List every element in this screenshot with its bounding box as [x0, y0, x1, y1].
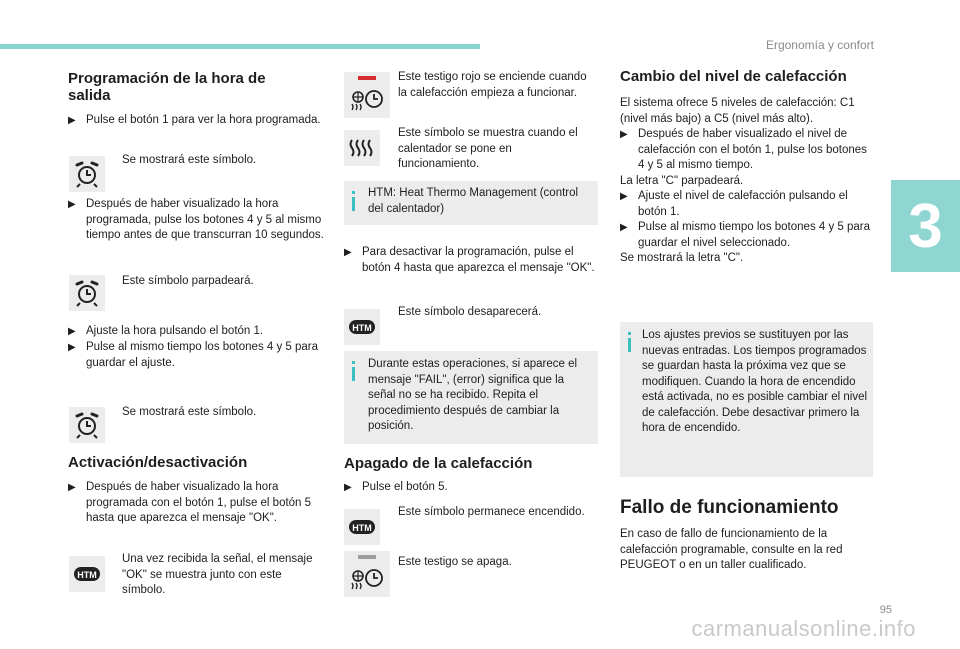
alarm-clock-icon: [69, 156, 105, 192]
level-show-note: Se mostrará la letra "C".: [620, 252, 744, 264]
symbol-description: Este símbolo parpadeará.: [122, 275, 254, 287]
watermark: carmanualsonline.info: [691, 616, 916, 641]
header-accent-bar: [0, 44, 480, 49]
step-item: ▶ Pulse el botón 5.: [344, 480, 598, 496]
section-title-fault: Fallo de funcionamiento: [620, 497, 839, 518]
bullet-arrow-icon: ▶: [68, 482, 76, 493]
section-title-level: Cambio del nivel de calefacción: [620, 68, 847, 85]
step-item: ▶ Pulse al mismo tiempo los botones 4 y 5 para guardar el ajuste.: [68, 341, 319, 369]
bullet-arrow-icon: ▶: [68, 326, 76, 337]
step-item: ▶ Después de haber visualizado el nivel de calefacción con el botón 1, pulse los botones 4 y 5 al mismo tiempo.: [620, 128, 867, 171]
step-item: ▶ Para desactivar la programación, pulse el botón 4 hasta que aparezca el mensaje "OK".: [344, 246, 595, 274]
section-title-heater-off: Apagado de la calefacción: [344, 455, 533, 472]
symbol-description: Una vez recibida la señal, el mensaje "OK" se muestra junto con este símbolo.: [122, 553, 313, 596]
section-title-programming: Programación de la hora de salida: [68, 70, 266, 104]
step-item: ▶ Ajuste la hora pulsando el botón 1.: [68, 324, 324, 340]
bullet-arrow-icon: ▶: [344, 247, 352, 258]
symbol-description: Este testigo se apaga.: [398, 556, 512, 568]
info-icon: [628, 332, 631, 352]
bullet-arrow-icon: ▶: [68, 115, 76, 126]
fault-text: En caso de fallo de funcionamiento de la calefacción programable, consulte en la red PEUGEOT o en un taller cualificado.: [620, 528, 843, 571]
bullet-arrow-icon: ▶: [68, 342, 76, 353]
chapter-tab: 3: [891, 180, 960, 272]
step-item: ▶ Pulse el botón 1 para ver la hora programada.: [68, 113, 324, 129]
symbol-description: Se mostrará este símbolo.: [122, 406, 257, 418]
bullet-arrow-icon: ▶: [68, 199, 76, 210]
symbol-description: Se mostrará este símbolo.: [122, 154, 257, 166]
htm-badge-label: HTM: [77, 570, 97, 580]
bullet-arrow-icon: ▶: [620, 191, 628, 202]
heater-timer-icon: [344, 551, 390, 597]
symbol-description: Este símbolo se muestra cuando el calentador se pone en funcionamiento.: [398, 127, 578, 170]
alarm-clock-icon: [69, 275, 105, 311]
page-number: 95: [879, 604, 892, 616]
step-item: ▶ Después de haber visualizado la hora programada, pulse los botones 4 y 5 al mismo tiempo antes de que transcurran 10 segundos.: [68, 198, 324, 241]
info-note: HTM: Heat Thermo Management (control del calentador): [344, 181, 598, 225]
heater-timer-icon: [344, 72, 390, 118]
htm-badge-icon: [344, 309, 380, 345]
step-item: ▶ Pulse al mismo tiempo los botones 4 y 5 para guardar el nivel seleccionado.: [620, 221, 871, 249]
htm-badge-label: HTM: [352, 523, 372, 533]
section-title: Ergonomía y confort: [765, 38, 874, 52]
bullet-arrow-icon: ▶: [620, 129, 628, 140]
htm-badge-icon: [69, 556, 105, 592]
symbol-description: Este símbolo permanece encendido.: [398, 506, 585, 518]
symbol-description: Este símbolo desaparecerá.: [398, 306, 542, 318]
level-intro: El sistema ofrece 5 niveles de calefacción: C1 (nivel más bajo) a C5 (nivel más alto).: [620, 97, 855, 125]
level-letter-note: La letra "C" parpadeará.: [620, 175, 744, 187]
heater-icon: [344, 130, 380, 166]
symbol-description: Este testigo rojo se enciende cuando la calefacción empieza a funcionar.: [398, 71, 587, 99]
info-icon: [352, 191, 355, 211]
bullet-arrow-icon: ▶: [620, 222, 628, 233]
warning-note: Durante estas operaciones, si aparece el mensaje "FAIL", (error) significa que la señal no se ha recibido. Repita el procedimiento después de cambiar la posición.: [344, 351, 598, 444]
step-item: ▶ Ajuste el nivel de calefacción pulsando el botón 1.: [620, 190, 848, 218]
bullet-arrow-icon: ▶: [344, 482, 352, 493]
alarm-clock-icon: [69, 407, 105, 443]
htm-badge-label: HTM: [352, 323, 372, 333]
info-icon: [352, 361, 355, 381]
step-item: ▶ Después de haber visualizado la hora programada con el botón 1, pulse el botón 5 hasta que aparezca el mensaje "OK".: [68, 481, 312, 524]
info-note: Los ajustes previos se sustituyen por las nuevas entradas. Los tiempos programados se guardan hasta la próxima vez que se modifiquen. Cuando la hora de encendido está activada, no es posible cambiar el nivel de calefacción. Debe desactivar primero la hora de encendido.: [620, 322, 873, 477]
section-title-activation: Activación/desactivación: [68, 454, 248, 471]
htm-badge-icon: [344, 509, 380, 545]
